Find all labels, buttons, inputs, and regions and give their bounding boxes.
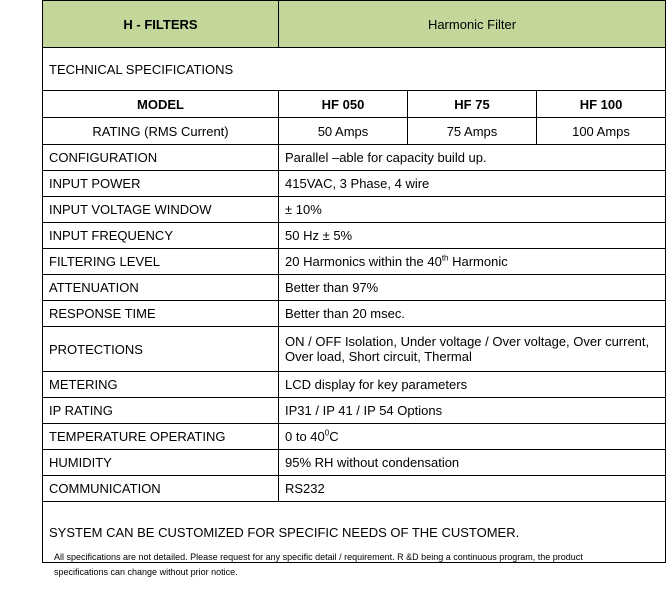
header-row	[43, 1, 666, 48]
section-title: TECHNICAL SPECIFICATIONS	[43, 48, 666, 91]
spec-label: COMMUNICATION	[43, 476, 279, 502]
spec-value: 95% RH without condensation	[279, 450, 666, 476]
spec-value: Better than 20 msec.	[279, 301, 666, 327]
spec-row-input-power	[43, 171, 666, 197]
model-hf-050: HF 050	[279, 91, 408, 118]
spec-label: RESPONSE TIME	[43, 301, 279, 327]
spec-row-configuration	[43, 145, 666, 171]
spec-label: FILTERING LEVEL	[43, 249, 279, 275]
model-label: MODEL	[43, 91, 279, 118]
disclaimer-line-2: specifications can change without prior notice.	[54, 567, 238, 577]
spec-row-communication	[43, 476, 666, 502]
spec-label: METERING	[43, 372, 279, 398]
spec-label: INPUT VOLTAGE WINDOW	[43, 197, 279, 223]
disclaimer-line-1: All specifications are not detailed. Please request for any specific detail / requirement. R &D being a continuous program, the product	[54, 552, 583, 562]
spec-label: PROTECTIONS	[43, 327, 279, 372]
spec-value-sup: th	[441, 253, 449, 263]
spec-value: 50 Hz ± 5%	[279, 223, 666, 249]
spec-label: INPUT POWER	[43, 171, 279, 197]
spec-label: TEMPERATURE OPERATING	[43, 424, 279, 450]
spec-value: ON / OFF Isolation, Under voltage / Over voltage, Over current, Over load, Short circuit, Thermal	[279, 327, 666, 372]
spec-row-filtering-level	[43, 249, 666, 275]
spec-value: Parallel –able for capacity build up.	[279, 145, 666, 171]
spec-row-input-frequency	[43, 223, 666, 249]
spec-value	[279, 424, 666, 450]
spec-row-ip-rating	[43, 398, 666, 424]
spec-value: Better than 97%	[279, 275, 666, 301]
spec-value: LCD display for key parameters	[279, 372, 666, 398]
spec-row-input-voltage-window	[43, 197, 666, 223]
spec-row-response-time	[43, 301, 666, 327]
spec-value-text: 20 Harmonics within the 40	[285, 254, 442, 269]
brand-title: H - FILTERS	[43, 1, 279, 48]
section-title-row	[43, 48, 666, 91]
model-hf-100: HF 100	[537, 91, 666, 118]
product-title: Harmonic Filter	[279, 1, 666, 48]
model-hf-75: HF 75	[408, 91, 537, 118]
spec-row-metering	[43, 372, 666, 398]
spec-row-humidity	[43, 450, 666, 476]
spec-label: ATTENUATION	[43, 275, 279, 301]
rating-hf-75: 75 Amps	[408, 118, 537, 145]
spec-value: 415VAC, 3 Phase, 4 wire	[279, 171, 666, 197]
spec-value	[279, 249, 666, 275]
spec-label: IP RATING	[43, 398, 279, 424]
spec-label: INPUT FREQUENCY	[43, 223, 279, 249]
spec-row-protections	[43, 327, 666, 372]
model-row	[43, 91, 666, 118]
spec-sheet	[42, 0, 665, 563]
spec-value-sup: 0	[324, 428, 330, 438]
disclaimer-note	[54, 550, 664, 580]
spec-value-suffix: C	[329, 429, 339, 444]
spec-value: ± 10%	[279, 197, 666, 223]
spec-value-text: 0 to 40	[285, 429, 325, 444]
rating-row	[43, 118, 666, 145]
spec-row-attenuation	[43, 275, 666, 301]
footer-statement-text: SYSTEM CAN BE CUSTOMIZED FOR SPECIFIC NEEDS OF THE CUSTOMER.	[49, 524, 520, 540]
rating-hf-050: 50 Amps	[279, 118, 408, 145]
spec-value: IP31 / IP 41 / IP 54 Options	[279, 398, 666, 424]
spec-table	[42, 0, 666, 563]
spec-label: HUMIDITY	[43, 450, 279, 476]
rating-hf-100: 100 Amps	[537, 118, 666, 145]
spec-row-temperature-operating	[43, 424, 666, 450]
spec-value-suffix: Harmonic	[448, 254, 508, 269]
spec-label: CONFIGURATION	[43, 145, 279, 171]
spec-value: RS232	[279, 476, 666, 502]
rating-label: RATING (RMS Current)	[43, 118, 279, 145]
